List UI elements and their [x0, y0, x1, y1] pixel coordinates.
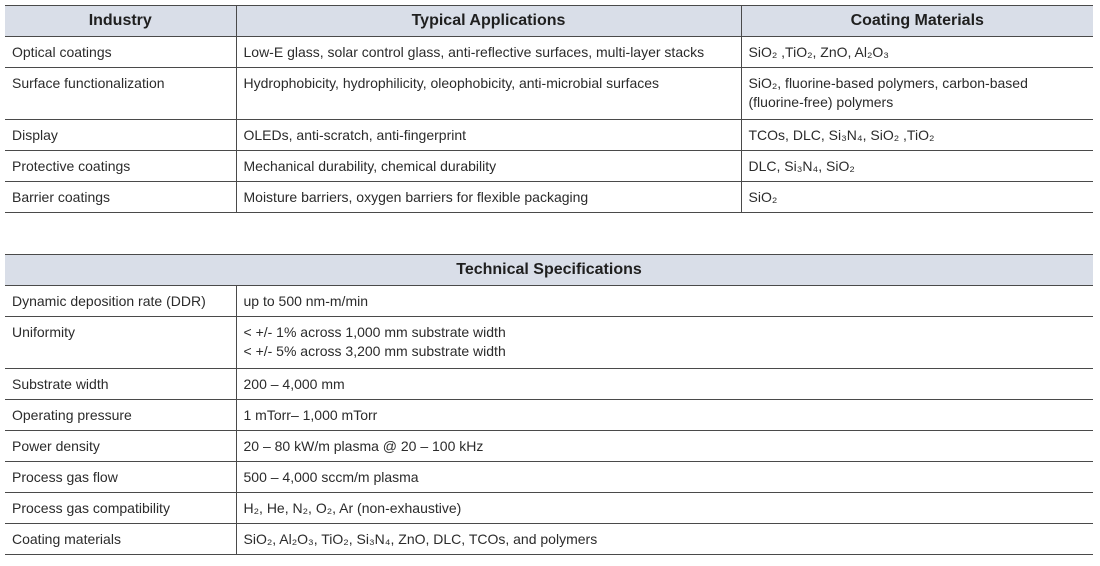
- table-row: [5, 286, 1093, 317]
- materials-cell: SiO₂ ,TiO₂, ZnO, Al₂O₃: [741, 37, 1093, 68]
- industry-cell: Protective coatings: [5, 151, 236, 182]
- materials-cell: TCOs, DLC, Si₃N₄, SiO₂ ,TiO₂: [741, 120, 1093, 151]
- table-row: [5, 493, 1093, 524]
- spec-value-line: < +/- 1% across 1,000 mm substrate width: [243, 324, 506, 340]
- spec-label-cell: Power density: [5, 431, 236, 462]
- spec-label-cell: Uniformity: [5, 317, 236, 369]
- table-row: [5, 182, 1093, 213]
- table-header-row: [5, 255, 1093, 286]
- spec-value-cell: [236, 317, 1093, 369]
- table-row: [5, 37, 1093, 68]
- materials-cell: SiO₂: [741, 182, 1093, 213]
- table-row: [5, 68, 1093, 120]
- industry-cell: Surface functionalization: [5, 68, 236, 120]
- specifications-header: Technical Specifications: [5, 255, 1093, 286]
- table-row: [5, 524, 1093, 555]
- spec-label-cell: Operating pressure: [5, 400, 236, 431]
- spec-label-cell: Dynamic deposition rate (DDR): [5, 286, 236, 317]
- table-header-row: [5, 6, 1093, 37]
- table-row: [5, 462, 1093, 493]
- technical-specifications-table: [5, 254, 1093, 555]
- column-header-materials: Coating Materials: [741, 6, 1093, 37]
- applications-cell: Mechanical durability, chemical durability: [236, 151, 741, 182]
- spec-value-cell: H₂, He, N₂, O₂, Ar (non-exhaustive): [236, 493, 1093, 524]
- spec-label-cell: Coating materials: [5, 524, 236, 555]
- column-header-applications: Typical Applications: [236, 6, 741, 37]
- spec-value-cell: 200 – 4,000 mm: [236, 369, 1093, 400]
- spec-value-cell: up to 500 nm-m/min: [236, 286, 1093, 317]
- materials-cell: SiO₂, fluorine-based polymers, carbon-based (fluorine-free) polymers: [741, 68, 1093, 120]
- table-row: [5, 369, 1093, 400]
- industry-cell: Barrier coatings: [5, 182, 236, 213]
- materials-cell: DLC, Si₃N₄, SiO₂: [741, 151, 1093, 182]
- table-row: [5, 431, 1093, 462]
- spec-value-cell: 1 mTorr– 1,000 mTorr: [236, 400, 1093, 431]
- industry-cell: Optical coatings: [5, 37, 236, 68]
- table-row: [5, 400, 1093, 431]
- spec-value-cell: 500 – 4,000 sccm/m plasma: [236, 462, 1093, 493]
- table-row: [5, 317, 1093, 369]
- applications-cell: Moisture barriers, oxygen barriers for flexible packaging: [236, 182, 741, 213]
- applications-cell: Low-E glass, solar control glass, anti-reflective surfaces, multi-layer stacks: [236, 37, 741, 68]
- column-header-industry: Industry: [5, 6, 236, 37]
- table-row: [5, 151, 1093, 182]
- spec-value-cell: SiO₂, Al₂O₃, TiO₂, Si₃N₄, ZnO, DLC, TCOs, and polymers: [236, 524, 1093, 555]
- spec-label-cell: Process gas flow: [5, 462, 236, 493]
- spec-value-line: < +/- 5% across 3,200 mm substrate width: [243, 343, 506, 359]
- industry-cell: Display: [5, 120, 236, 151]
- spec-value-cell: 20 – 80 kW/m plasma @ 20 – 100 kHz: [236, 431, 1093, 462]
- industry-table: [5, 5, 1093, 213]
- table-row: [5, 120, 1093, 151]
- spec-label-cell: Substrate width: [5, 369, 236, 400]
- spec-label-cell: Process gas compatibility: [5, 493, 236, 524]
- applications-cell: OLEDs, anti-scratch, anti-fingerprint: [236, 120, 741, 151]
- applications-cell: Hydrophobicity, hydrophilicity, oleophobicity, anti-microbial surfaces: [236, 68, 741, 120]
